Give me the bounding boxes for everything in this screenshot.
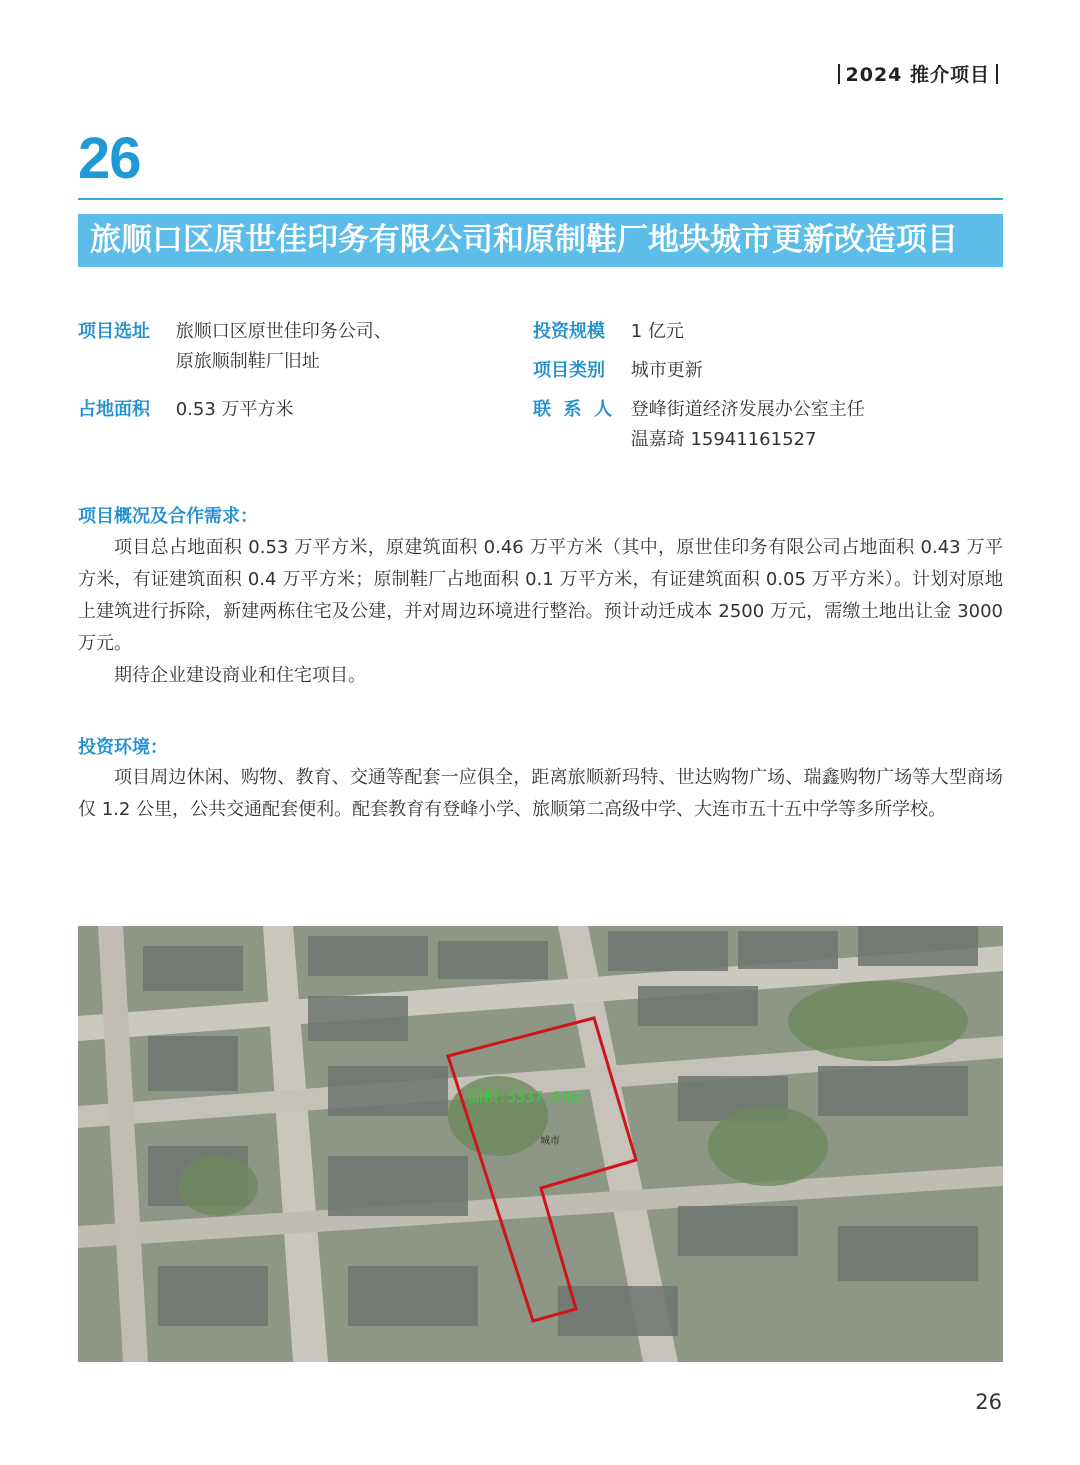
satellite-map	[78, 926, 1003, 1362]
project-title: 旅顺口区原世佳印务有限公司和原制鞋厂地块城市更新改造项目	[78, 214, 1003, 267]
divider	[838, 64, 840, 84]
overview-paragraph-2: 期待企业建设商业和住宅项目。	[114, 665, 366, 686]
map-area-label: 面积:5337.68㎡	[468, 1088, 586, 1106]
investment-label: 投资规模	[533, 321, 605, 342]
location-label: 项目选址	[78, 321, 150, 342]
location-row	[78, 317, 392, 377]
contact-row	[533, 395, 865, 455]
contact-line2: 温嘉琦 15941161527	[630, 429, 817, 450]
area-value: 0.53 万平方米	[175, 399, 294, 420]
environment-paragraph: 项目周边休闲、购物、教育、交通等配套一应俱全，距离旅顺新玛特、世达购物广场、瑞鑫购物广场等大型商场仅 1.2 公里，公共交通配套便利。配套教育有登峰小学、旅顺第二高级中学、大连市五十五中学等多所学校。	[78, 767, 1003, 820]
location-line2: 原旅顺制鞋厂旧址	[175, 351, 320, 372]
category-row	[533, 356, 703, 386]
location-line1: 旅顺口区原世佳印务公司、	[175, 321, 392, 342]
location-value	[176, 317, 392, 377]
project-number: 26	[78, 126, 141, 191]
divider	[78, 198, 1003, 200]
header-tag	[832, 60, 1005, 87]
divider	[996, 64, 998, 84]
category-label: 项目类别	[533, 360, 605, 381]
environment-heading: 投资环境：	[78, 737, 168, 758]
category-value: 城市更新	[630, 360, 703, 381]
page-number: 26	[975, 1390, 1002, 1414]
map-image	[78, 926, 1003, 1362]
investment-value: 1 亿元	[630, 321, 684, 342]
investment-row	[533, 317, 684, 347]
contact-value	[631, 395, 865, 455]
overview-paragraph: 项目总占地面积 0.53 万平方米，原建筑面积 0.46 万平方米（其中，原世佳印务有限公司占地面积 0.43 万平方米，有证建筑面积 0.4 万平方米；原制鞋厂占地面积 0.1 万平方米，有证建筑面积 0.05 万平方米）。计划对原地上建筑进行拆除，新建两栋住宅及公建，并对周边环境进行整治。预计动迁成本 2500 万元，需缴土地出让金 3000 万元。	[78, 537, 1003, 654]
area-row	[78, 395, 294, 425]
contact-label: 联 系 人	[533, 399, 613, 420]
overview-heading: 项目概况及合作需求：	[78, 506, 258, 527]
area-label: 占地面积	[78, 399, 150, 420]
map-site-label: 城市	[540, 1136, 560, 1147]
contact-line1: 登峰街道经济发展办公室主任	[630, 399, 865, 420]
header-tag-text: 2024 推介项目	[845, 64, 990, 86]
